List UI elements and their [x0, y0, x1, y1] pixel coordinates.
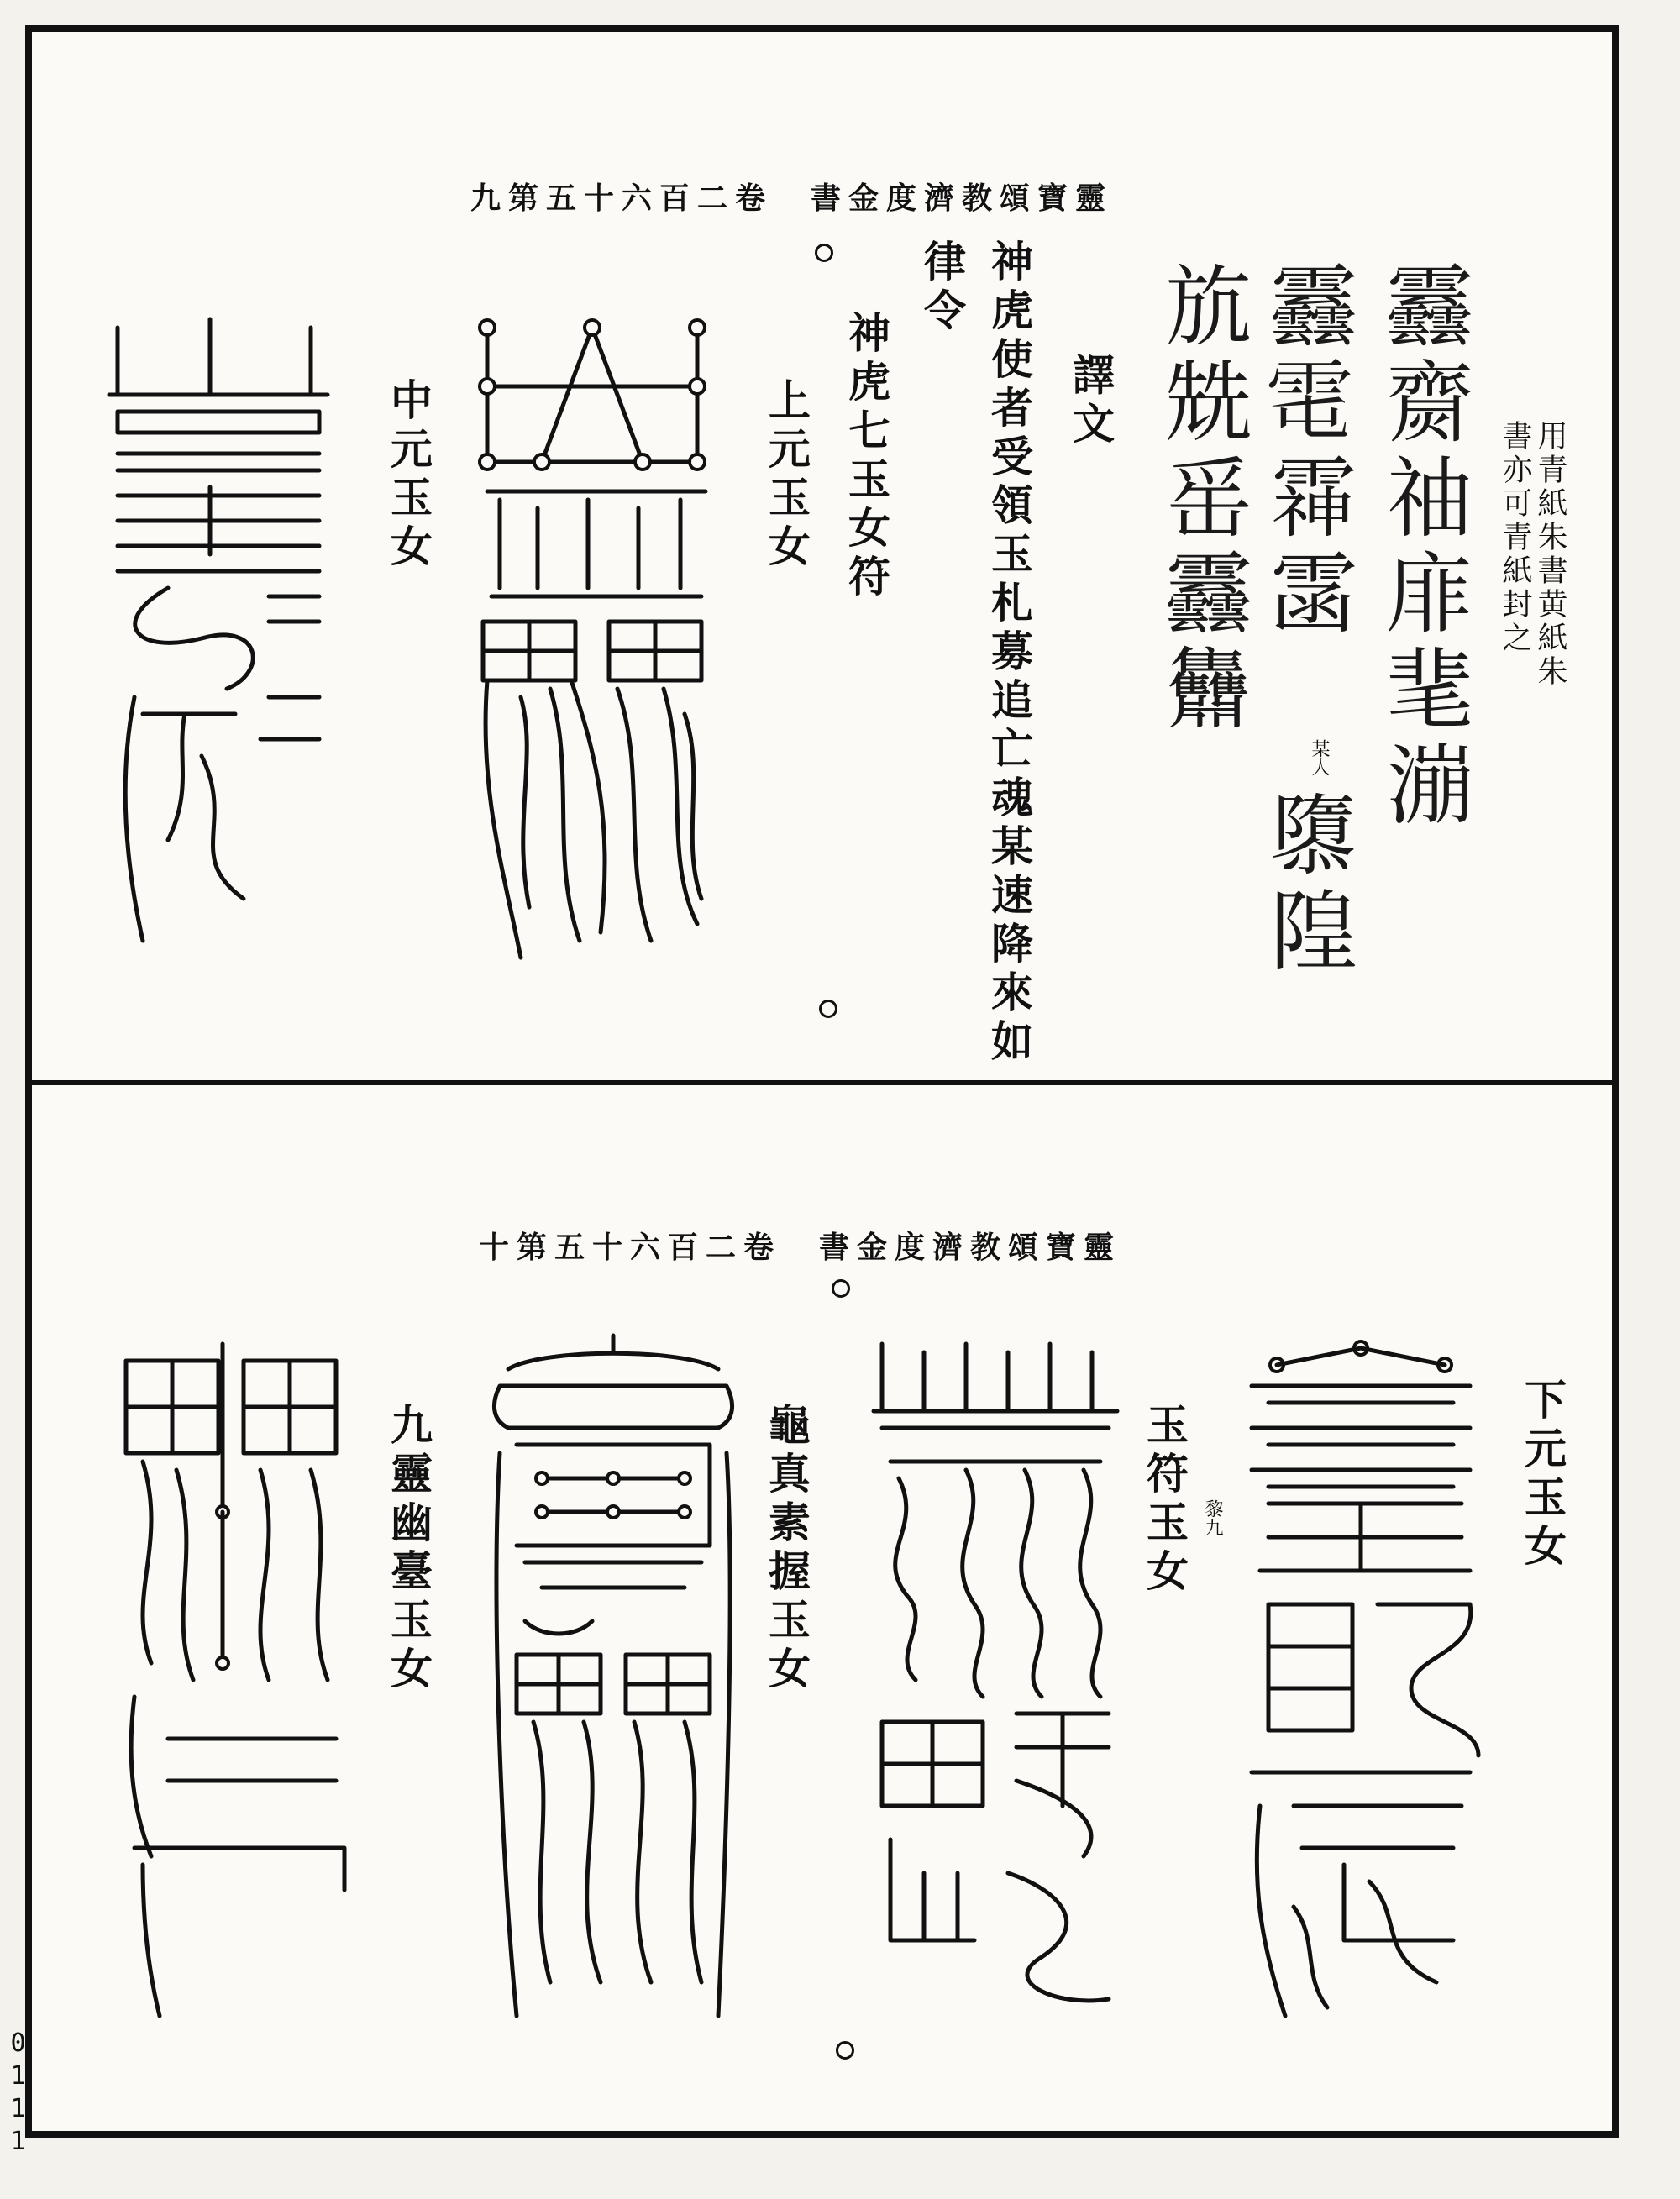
label-zhongyuan: 中元玉女 — [384, 378, 433, 573]
punctuation-circle — [819, 1000, 837, 1018]
label-jiuling: 九靈幽臺玉女 — [384, 1403, 433, 1695]
talisman-xiayuan-yunu — [1243, 1336, 1487, 2033]
seal-script-tail: 隳隍 — [1255, 790, 1357, 981]
seal-script-col-3: 斻兟䍃䨺䨊 — [1150, 260, 1252, 739]
seal-script-col-1: 䨺齌䄂䨾靟漰 — [1371, 260, 1473, 835]
talisman-jiuling-youtai-yunu — [118, 1344, 353, 2033]
yiwen-heading: 譯文 — [1066, 353, 1116, 450]
note-mou-ren: 某人 — [1309, 739, 1330, 776]
talisman-shangyuan-yunu — [470, 319, 722, 966]
label-xiayuan: 下元玉女 — [1518, 1378, 1567, 1572]
talisman-name: 神虎七玉女符 — [842, 311, 891, 603]
talisman-zhongyuan-yunu — [101, 319, 336, 966]
talisman-guizhen-suwo-yunu — [491, 1336, 735, 2033]
top-running-header: 九第五十六百二卷 書金度濟教頌寶靈 — [470, 181, 1114, 216]
label-shangyuan: 上元玉女 — [762, 378, 811, 573]
yiwen-col-2: 律令 — [917, 239, 967, 337]
bottom-running-header: 十第五十六百二卷 書金度濟教頌寶靈 — [479, 1230, 1122, 1265]
yiwen-col-1: 神虎使者受領玉札募追亡魂某速降來如 — [984, 239, 1034, 1068]
instruction-col-2: 書亦可青紙封之 — [1498, 420, 1532, 655]
panel-divider — [25, 1080, 1619, 1085]
seal-script-col-2: 䨺𩂄䨩䨡 — [1255, 260, 1357, 643]
punctuation-circle — [832, 1279, 850, 1298]
talisman-yufu-yunu — [874, 1336, 1126, 2033]
punctuation-circle — [815, 244, 833, 262]
punctuation-circle — [836, 2041, 854, 2060]
page-number: 0111 — [3, 2028, 33, 2160]
instruction-col-1: 用青紙朱書黄紙朱 — [1533, 420, 1567, 689]
label-guizhen: 龜真素握玉女 — [762, 1403, 811, 1695]
label-yufu: 玉符玉女 — [1140, 1403, 1189, 1598]
note-lihe: 黎九 — [1202, 1499, 1223, 1536]
